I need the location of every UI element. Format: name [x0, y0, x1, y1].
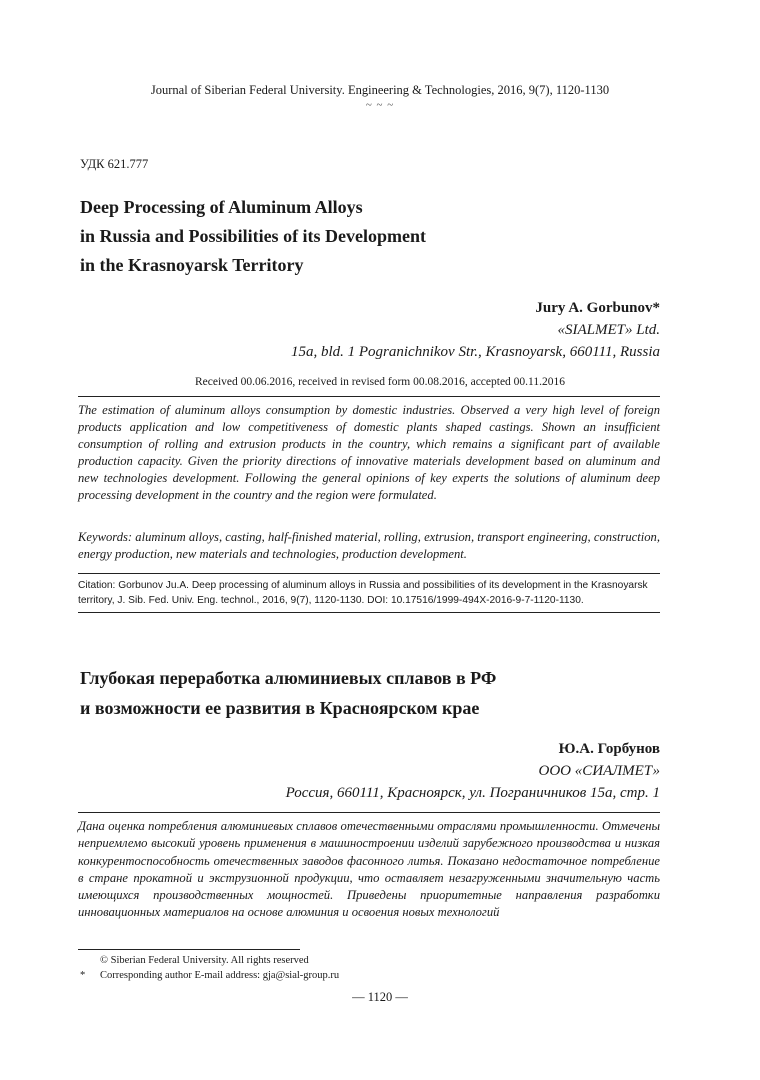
divider	[78, 812, 660, 813]
journal-header: Journal of Siberian Federal University. Engineering & Technologies, 2016, 9(7), 1120-1130	[150, 83, 610, 97]
copyright-text: © Siberian Federal University. All rights reserved	[100, 955, 309, 966]
udk-code: УДК 621.777	[80, 157, 149, 171]
page-number: — 1120 —	[352, 990, 408, 1004]
citation: Citation: Gorbunov Ju.A. Deep processing of aluminum alloys in Russia and possibilities of its development in the Krasnoyarsk territory, J. Sib. Fed. Univ. Eng. technol., 2016, 9(7), 1120-1130. DOI: 10.17516/1999-494X-2016-9-7-1120-1130.	[78, 580, 648, 606]
english-keywords: Keywords: aluminum alloys, casting, half-finished material, rolling, extrusion, transport engineering, construction, energy production, new materials and technologies, production development.	[78, 530, 660, 561]
english-address: 15a, bld. 1 Pogranichnikov Str., Krasnoyarsk, 660111, Russia	[290, 344, 660, 360]
corresponding-note	[80, 968, 339, 983]
corresponding-email: Corresponding author E-mail address: gja@sial-group.ru	[100, 970, 340, 981]
copyright-note	[80, 953, 339, 968]
english-author-block	[291, 297, 660, 363]
russian-author-name: Ю.А. Горбунов	[558, 741, 660, 757]
english-title-line: in the Krasnoyarsk Territory	[80, 255, 304, 275]
divider	[78, 612, 660, 613]
english-title-line: Deep Processing of Aluminum Alloys	[80, 197, 363, 217]
footnote-star: *	[80, 970, 86, 981]
russian-address: Россия, 660111, Красноярск, ул. Пограничников 15а, стр. 1	[285, 785, 660, 801]
russian-affiliation: ООО «СИАЛМЕТ»	[538, 763, 660, 779]
divider	[78, 396, 660, 397]
russian-title-line: Глубокая переработка алюминиевых сплавов в РФ	[80, 668, 497, 688]
russian-author-block	[286, 738, 660, 804]
russian-title-line: и возможности ее развития в Красноярском крае	[80, 698, 480, 718]
english-title	[80, 193, 426, 280]
english-abstract: The estimation of aluminum alloys consumption by domestic industries. Observed a very high level of foreign products application and low competitiveness of domestic plants shaped castings. Shown an insufficient consumption of rolling and extrusion products in the country, which remains a significant part of available production capacity. Given the priority directions of innovative materials development based on aluminum and new technologies development. Following the general opinions of key experts the solutions of aluminum deep processing development in the country and the region were formulated.	[78, 403, 660, 502]
footnotes	[80, 953, 339, 983]
footnote-divider	[78, 949, 300, 950]
english-title-line: in Russia and Possibilities of its Development	[80, 226, 427, 246]
received-dates: Received 00.06.2016, received in revised form 00.08.2016, accepted 00.11.2016	[194, 376, 566, 388]
russian-abstract: Дана оценка потребления алюминиевых сплавов отечественными отраслями промышленности. Отмечены неприемлемо высокий уровень применения в машиностроении изделий зарубежного производства и низкая конкурентоспособность отечественных заводов фасонного литья. Показано недостаточное потребление в стране прокатной и экструзионной продукции, что оставляет незагруженными значительную часть имеющихся производственных мощностей. Приведены приоритетные направления разработки инновационных материалов на основе алюминия и освоения новых технологий	[78, 819, 660, 920]
russian-title	[80, 663, 496, 723]
divider	[78, 573, 660, 574]
english-affiliation: «SIALMET» Ltd.	[557, 322, 660, 338]
header-separator: ~ ~ ~	[365, 99, 395, 111]
english-author-name: Jury A. Gorbunov*	[535, 300, 660, 316]
